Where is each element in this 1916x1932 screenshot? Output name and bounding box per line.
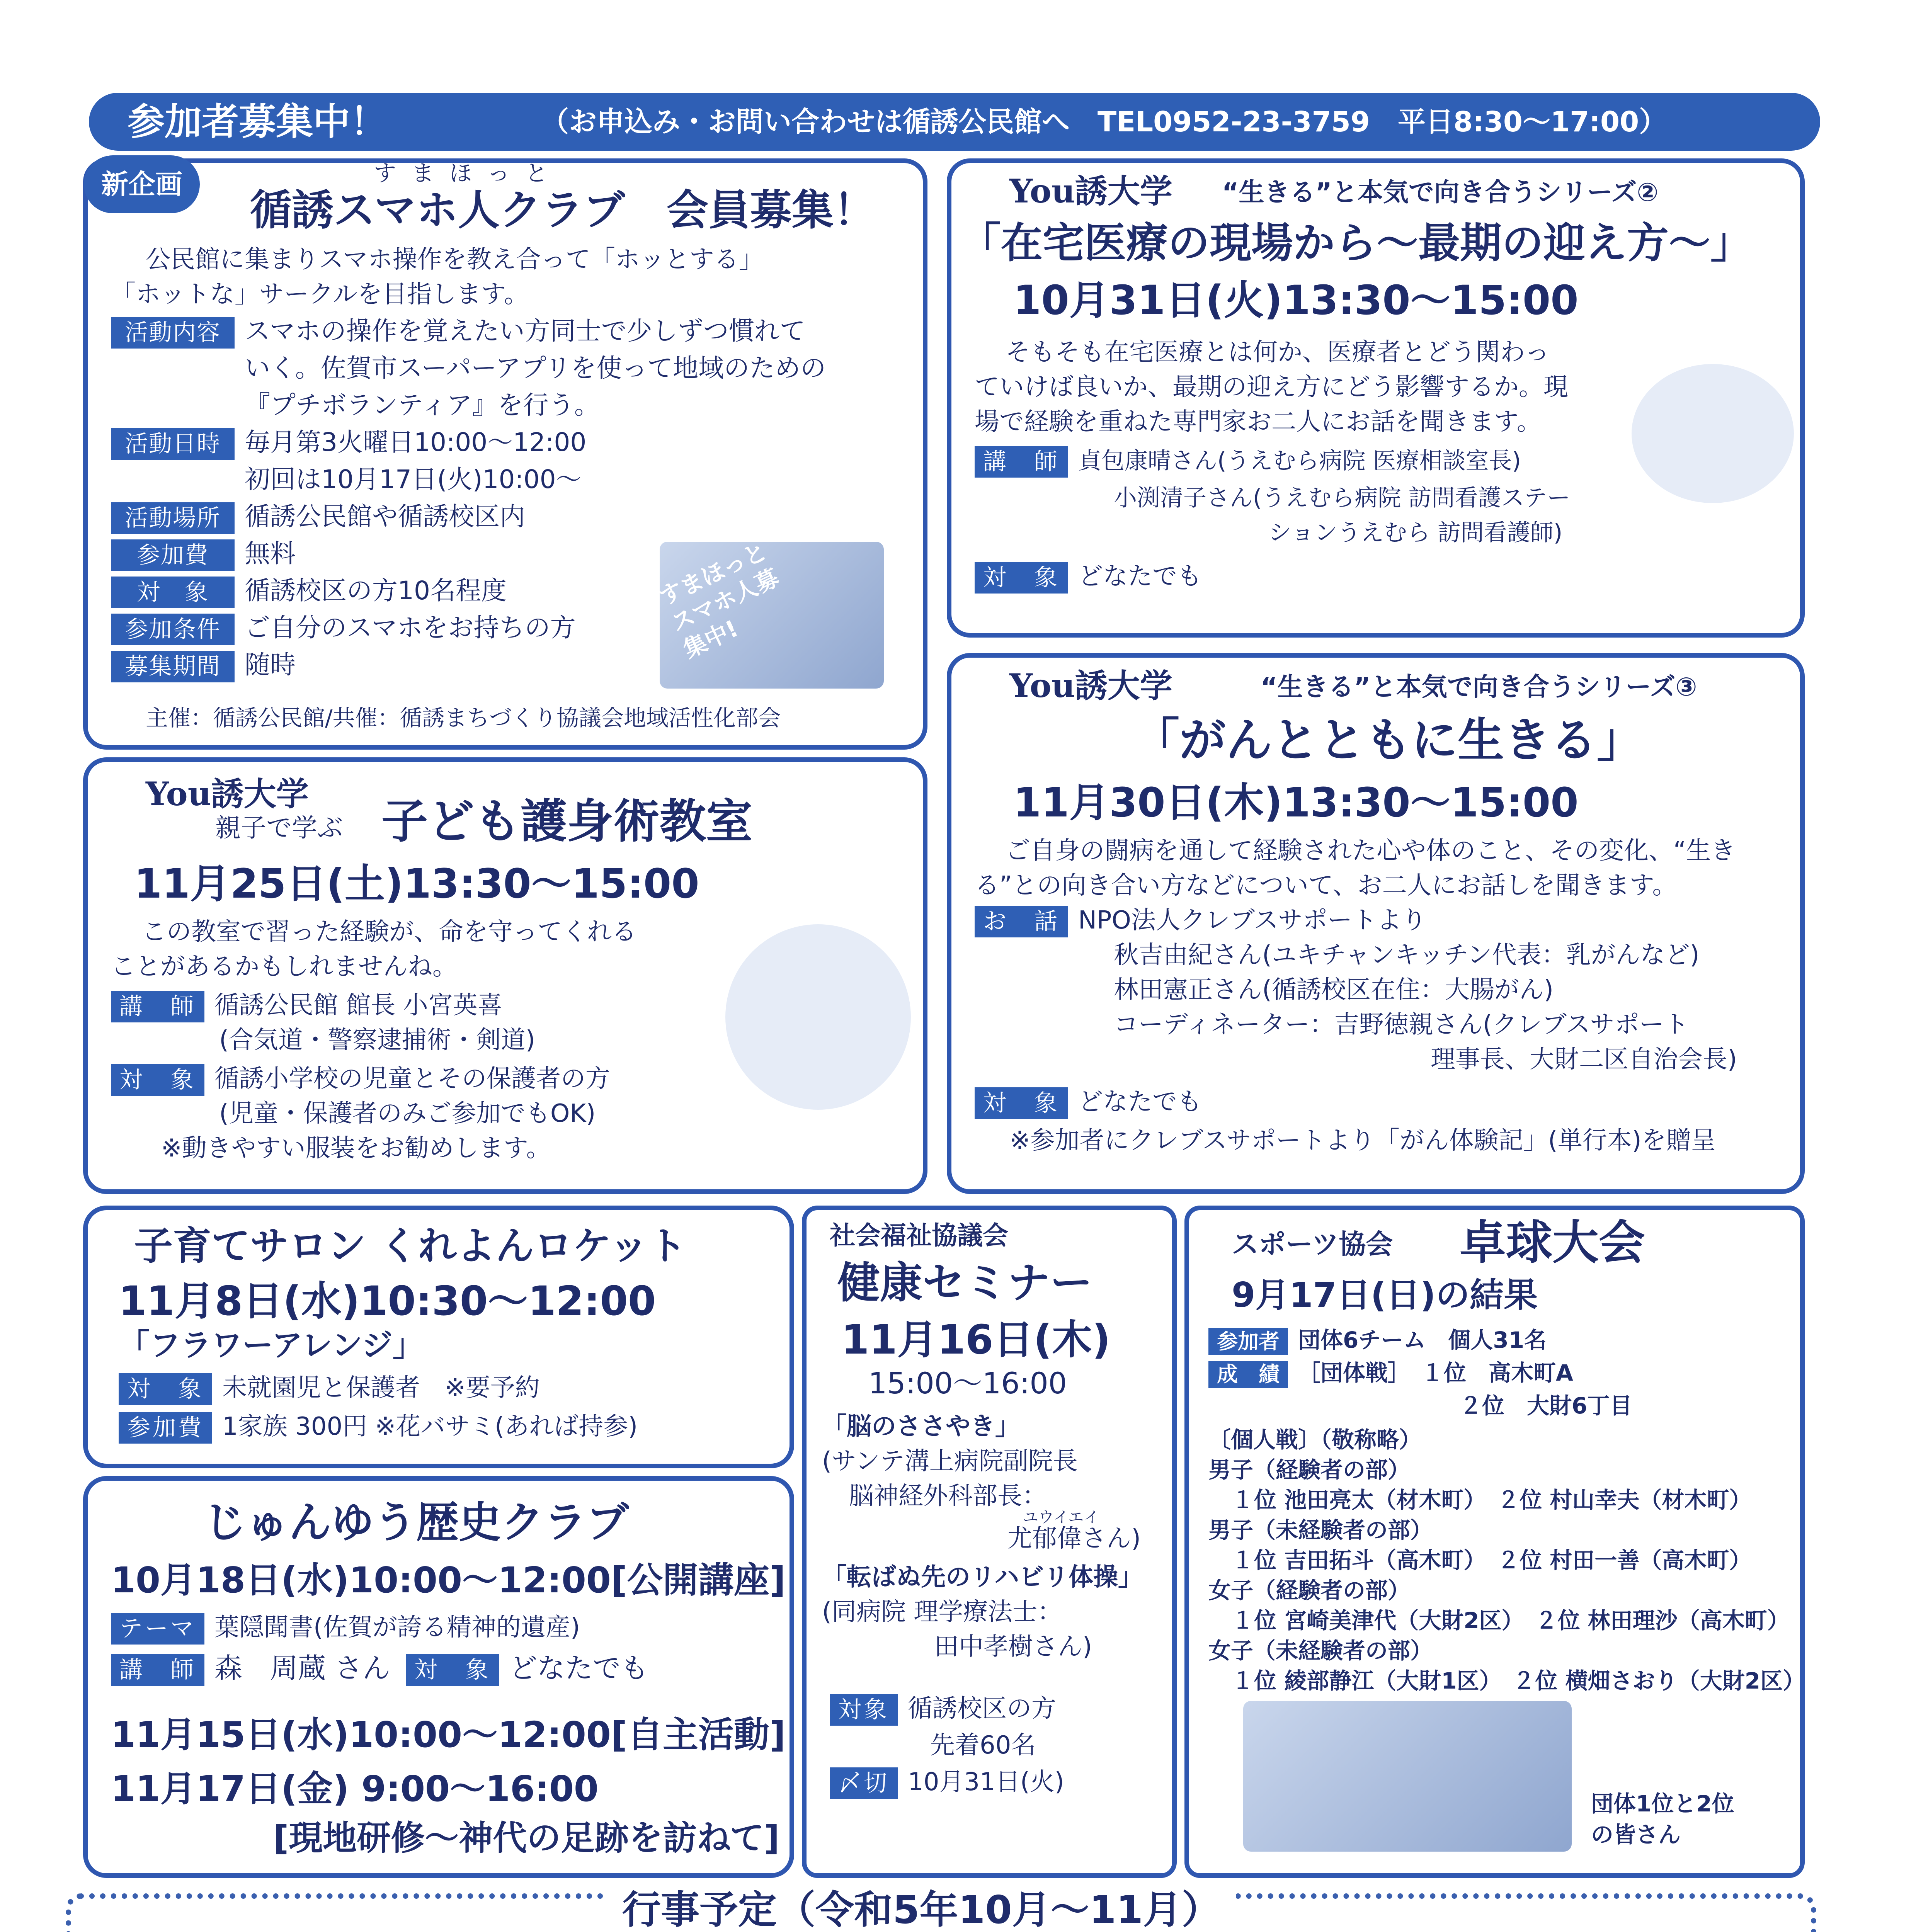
zaitaku-title: 「在宅医療の現場から～最期の迎え方～」: [959, 219, 1753, 267]
fee-label: 参加費: [119, 1412, 212, 1444]
target-label: 対 象: [111, 1064, 204, 1096]
takkyu-result-line: 男子（未経験者の部）: [1208, 1517, 1433, 1543]
takkyu-result-line: 女子（経験者の部）: [1208, 1577, 1411, 1604]
target-label: 対 象: [406, 1654, 499, 1686]
smaho-detail-row: [111, 536, 296, 571]
gan-box: [947, 653, 1805, 1194]
goshin-lecturer: 循誘公民館 館長 小宮英喜: [214, 991, 502, 1020]
gan-series: “生きる”と本気で向き合うシリーズ③: [1261, 672, 1697, 702]
zaitaku-university: You誘大学: [1009, 172, 1172, 210]
smaho-detail-row: [111, 499, 525, 534]
zaitaku-lecturer-1: 貞包康晴さん(うえむら病院 医療相談室長): [1078, 447, 1521, 474]
schedule-title: 行事予定（令和5年10月～11月）: [607, 1886, 1236, 1932]
gan-date: 11月30日(木)13:30～15:00: [1013, 779, 1579, 826]
new-plan-tag: 新企画: [84, 155, 200, 213]
goshin-date: 11月25日(土)13:30～15:00: [134, 860, 699, 907]
gan-talk-4: コーディネーター：吉野徳親さん(クレブスサポート: [1114, 1010, 1689, 1039]
takkyu-result-line: 女子（未経験者の部）: [1208, 1638, 1433, 1664]
takkyu-caption-1: 団体1位と2位: [1591, 1791, 1734, 1817]
detail-text: いく。佐賀市スーパーアプリを使って地域のための: [245, 353, 826, 383]
zaitaku-lecturer-3: ションうえむら 訪問看護師): [1268, 519, 1563, 546]
goshin-desc-1: この教室で習った経験が、命を守ってくれる: [142, 918, 636, 946]
detail-label: 活動場所: [111, 502, 235, 534]
kenko-time: 15:00～16:00: [868, 1366, 1067, 1400]
takkyu-org: スポーツ協会: [1232, 1228, 1393, 1260]
kenko-deadline: 10月31日(火): [908, 1768, 1064, 1796]
smaho-title: 循誘スマホ人クラブ 会員募集！: [250, 186, 875, 235]
smaho-detail-row: [111, 351, 826, 386]
kenko-topic-1-c: 尤郁偉さん): [1007, 1524, 1141, 1553]
smaho-host: 主催：循誘公民館/共催：循誘まちづくり協議会地域活性化部会: [146, 705, 781, 731]
kenko-target-1: 循誘校区の方: [908, 1694, 1056, 1723]
kenko-org: 社会福祉協議会: [830, 1221, 1008, 1250]
rekishi-title: じゅんゆう歴史クラブ: [204, 1498, 629, 1547]
gan-title: 「がんとともに生きる」: [1133, 714, 1643, 767]
smaho-detail-row: [111, 388, 600, 423]
goshin-title: 子ども護身術教室: [381, 795, 752, 849]
takkyu-title: 卓球大会: [1460, 1216, 1645, 1270]
result-label: 成 績: [1208, 1361, 1288, 1388]
smaho-detail-row: [111, 425, 586, 460]
smaho-detail-row: [111, 573, 507, 608]
takkyu-team-2: ２位 大財6丁目: [1460, 1393, 1632, 1419]
gan-target-row: [975, 1087, 1202, 1119]
smaho-ruby: すまほっと: [374, 160, 563, 186]
zaitaku-lecturer-row: [975, 445, 1521, 478]
takkyu-result-line: 〔個人戦〕（敬称略）: [1208, 1427, 1422, 1453]
takkyu-caption-2: の皆さん: [1591, 1821, 1681, 1848]
takkyu-team-1: ［団体戦］ １位 高木町A: [1298, 1360, 1573, 1386]
zaitaku-desc-2: ていけば良いか、最期の迎え方にどう影響するか。現: [975, 373, 1568, 401]
kenko-ruby: ユウイエイ: [1023, 1509, 1099, 1526]
zaitaku-series: “生きる”と本気で向き合うシリーズ②: [1222, 177, 1659, 207]
rekishi-date-3-note: [現地研修～神代の足跡を訪ねて]: [273, 1818, 780, 1858]
gan-target: どなたでも: [1078, 1088, 1202, 1116]
crayon-target-row: [119, 1372, 540, 1405]
gan-talk-5: 理事長、大財二区自治会長): [1431, 1045, 1737, 1074]
rekishi-club-box: [83, 1476, 794, 1878]
gan-desc-2: る”との向き合い方などについて、お二人にお話しを聞きます。: [975, 871, 1677, 900]
participants-label: 参加者: [1208, 1328, 1288, 1355]
target-label: 対 象: [975, 1087, 1068, 1119]
gan-note: ※参加者にクレブスサポートより「がん体験記」(単行本)を贈呈: [1009, 1126, 1716, 1155]
kenko-topic-2-a: (同病院 理学療法士：: [822, 1598, 1062, 1626]
smaho-intro-1: 公民館に集まりスマホ操作を教え合って「ホッとする」: [146, 245, 764, 274]
zaitaku-date: 10月31日(火)13:30～15:00: [1013, 277, 1579, 324]
goshin-target: 循誘小学校の児童とその保護者の方: [214, 1065, 610, 1093]
target-label: 対象: [830, 1694, 898, 1726]
kenko-topic-1-a: (サンテ溝上病院副院長: [822, 1447, 1078, 1476]
kenko-target-2: 先着60名: [930, 1731, 1036, 1760]
detail-text: 『プチボランティア』を行う。: [245, 390, 600, 420]
zaitaku-lecturer-2: 小渕清子さん(うえむら病院 訪問看護ステー: [1114, 485, 1571, 512]
rekishi-lecturer: 森 周蔵 さん: [214, 1652, 390, 1684]
kenko-topic-2-b: 田中孝樹さん): [934, 1633, 1092, 1661]
takkyu-date: 9月17日(日)の結果: [1232, 1275, 1538, 1315]
lecturer-label: 講 師: [975, 446, 1068, 478]
smaho-detail-row: [111, 314, 805, 349]
detail-label: 対 象: [111, 577, 235, 608]
target-label: 対 象: [975, 562, 1068, 594]
takkyu-box: [1184, 1206, 1805, 1878]
rekishi-target: どなたでも: [509, 1652, 648, 1684]
detail-label: 活動日時: [111, 428, 235, 460]
goshin-lecturer-row: [111, 990, 502, 1022]
rekishi-theme-row: [111, 1612, 580, 1645]
crayon-fee: 1家族 300円 ※花バサミ(あれば持参): [222, 1412, 638, 1441]
takkyu-result-line: １位 綾部静江（大財1区） ２位 横畑さおり（大財2区）: [1232, 1668, 1805, 1694]
smaho-detail-row: [111, 611, 576, 645]
gan-desc-1: ご自身の闘病を通して経験された心や体のこと、その変化、“生き: [1006, 837, 1736, 865]
gan-university: You誘大学: [1009, 667, 1172, 705]
recruiting-badge: 参加者募集中！: [128, 100, 387, 143]
goshin-target-detail: (児童・保護者のみご参加でもOK): [219, 1099, 596, 1128]
kenko-target-row: [830, 1693, 1056, 1726]
detail-text: 循誘公民館や循誘校区内: [245, 502, 525, 531]
takkyu-result-line: 男子（経験者の部）: [1208, 1457, 1411, 1483]
detail-text: 循誘校区の方10名程度: [245, 576, 507, 605]
smaho-detail-row: [111, 462, 582, 497]
deadline-label: 〆切: [830, 1767, 898, 1799]
smaho-club-box: [83, 158, 927, 750]
gan-talk-1: NPO法人クレブスサポートより: [1078, 906, 1427, 935]
lecturer-label: 講 師: [111, 991, 204, 1022]
detail-text: 初回は10月17日(火)10:00～: [245, 464, 582, 494]
rekishi-theme: 葉隠聞書(佐賀が誇る精神的遺産): [214, 1613, 580, 1642]
smaho-photo-text: すまほっとスマホ人募集中!: [655, 537, 783, 664]
target-label: 対 象: [119, 1373, 212, 1405]
detail-label: 参加費: [111, 539, 235, 571]
kenko-seminar-box: [802, 1206, 1177, 1878]
rekishi-lecturer-row: [111, 1651, 648, 1686]
takkyu-result-line: １位 吉田拓斗（高木町） ２位 村田一善（高木町）: [1232, 1547, 1752, 1573]
detail-text: 毎月第3火曜日10:00～12:00: [245, 427, 587, 457]
detail-label: 募集期間: [111, 651, 235, 682]
crayon-fee-row: [119, 1411, 638, 1444]
goshin-target-row: [111, 1063, 610, 1096]
smaho-intro-2: 「ホットな」サークルを目指します。: [111, 280, 529, 309]
lecturer-label: 講 師: [111, 1654, 204, 1686]
goshin-sub: 親子で学ぶ: [215, 813, 343, 843]
gan-talk-row: [975, 905, 1426, 937]
zaitaku-box: [947, 158, 1805, 638]
takkyu-participants: 団体6チーム 個人31名: [1298, 1327, 1547, 1353]
parent-child-illustration: [725, 924, 911, 1110]
goshin-note: ※動きやすい服装をお勧めします。: [161, 1134, 551, 1163]
zaitaku-desc-3: 場で経験を重ねた専門家お二人にお話を聞きます。: [975, 408, 1542, 436]
smaho-members-photo: [655, 537, 884, 689]
kenko-topic-2: 「転ばぬ先のリハビリ体操」: [822, 1563, 1143, 1592]
crayon-date: 11月8日(水)10:30～12:00: [119, 1277, 656, 1325]
takkyu-participants-row: [1208, 1326, 1547, 1355]
crayon-theme: 「フラワーアレンジ」: [119, 1327, 424, 1363]
detail-label: 参加条件: [111, 614, 235, 645]
smaho-detail-row: [111, 648, 296, 682]
zaitaku-target-row: [975, 561, 1202, 594]
detail-label: 活動内容: [111, 317, 235, 349]
zaitaku-desc-1: そもそも在宅医療とは何か、医療者とどう関わっ: [1006, 338, 1550, 367]
detail-text: ご自分のスマホをお持ちの方: [245, 613, 576, 643]
gan-talk-2: 秋吉由紀さん(ユキチャンキッチン代表：乳がんなど): [1114, 941, 1700, 969]
rekishi-date-2: 11月15日(水)10:00～12:00[自主活動]: [111, 1714, 786, 1755]
crayon-target: 未就園児と保護者 ※要予約: [222, 1374, 540, 1402]
kenko-title: 健康セミナー: [837, 1258, 1092, 1308]
kenko-topic-1-b: 脳神経外科部長：: [849, 1482, 1047, 1510]
takkyu-result-line: １位 池田亮太（材木町） ２位 村山幸夫（材木町）: [1232, 1487, 1752, 1513]
goshin-desc-2: ことがあるかもしれませんね。: [111, 952, 457, 981]
kenko-topic-1: 「脳のささやき」: [822, 1412, 1020, 1441]
takkyu-result-row: [1208, 1359, 1573, 1388]
crayon-rocket-box: [83, 1206, 794, 1468]
gan-talk-3: 林田憲正さん(循誘校区在住：大腸がん): [1114, 976, 1554, 1004]
detail-text: 随時: [245, 650, 296, 680]
takkyu-winners-photo: [1243, 1701, 1572, 1852]
goshin-lecturer-detail: (合気道・警察逮捕術・剣道): [219, 1026, 535, 1054]
goshin-university: You誘大学: [146, 775, 309, 813]
kenko-date: 11月16日(木): [841, 1316, 1111, 1363]
zaitaku-target: どなたでも: [1078, 562, 1202, 591]
takkyu-result-line: １位 宮崎美津代（大財2区） ２位 林田理沙（高木町）: [1232, 1607, 1790, 1634]
crayon-title: 子育てサロン くれよんロケット: [134, 1223, 687, 1269]
detail-text: 無料: [245, 539, 296, 568]
contact-info: （お申込み・お問い合わせは循誘公民館へ TEL0952-23-3759 平日8:30～17:00）: [541, 105, 1667, 138]
rekishi-date-3: 11月17日(金) 9:00～16:00: [111, 1768, 599, 1810]
talk-label: お 話: [975, 906, 1068, 937]
detail-text: スマホの操作を覚えたい方同士で少しずつ慣れて: [245, 316, 805, 346]
rekishi-date-1: 10月18日(水)10:00～12:00[公開講座]: [111, 1560, 786, 1601]
theme-label: テーマ: [111, 1613, 204, 1645]
goshin-box: [83, 757, 927, 1194]
home-care-illustration: [1632, 364, 1794, 503]
kenko-deadline-row: [830, 1767, 1064, 1799]
